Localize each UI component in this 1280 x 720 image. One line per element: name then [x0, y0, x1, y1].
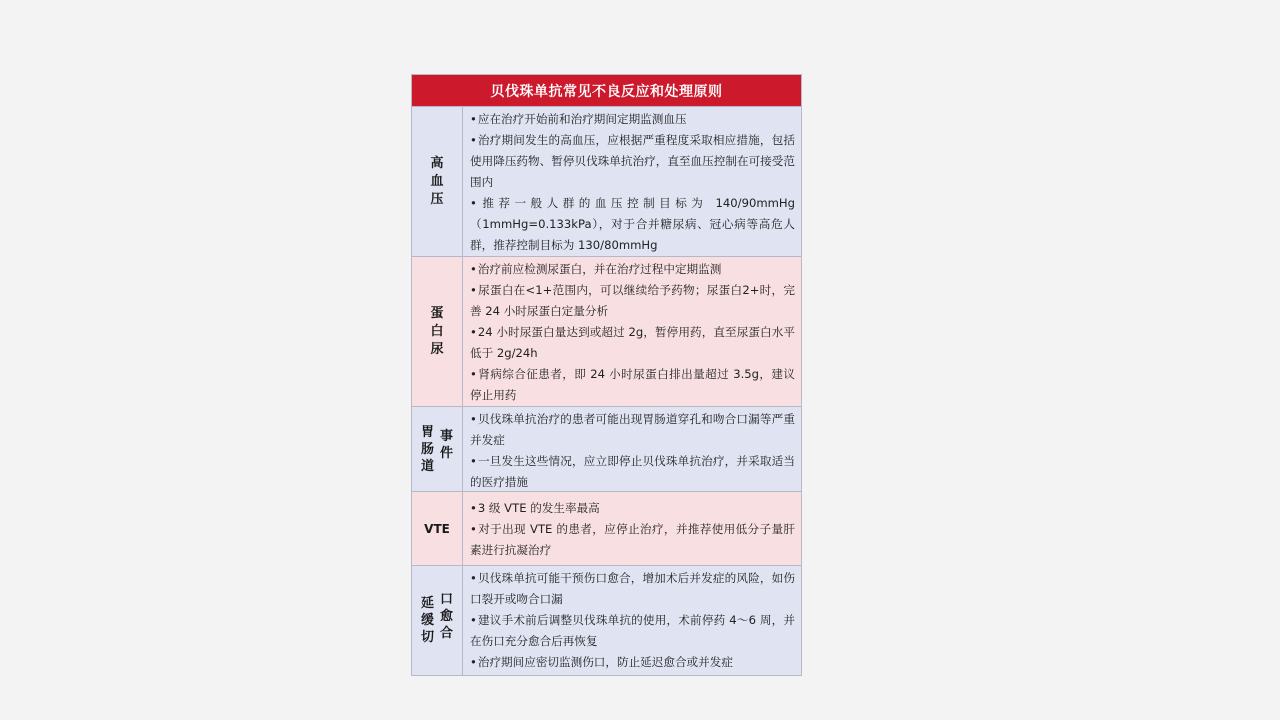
- bullet-icon: •: [470, 655, 477, 669]
- bullet-item: •对于出现 VTE 的患者，应停止治疗，并推荐使用低分子量肝素进行抗凝治疗: [470, 522, 795, 557]
- row-label-cell: [412, 407, 463, 491]
- bullet-item: •贝伐珠单抗治疗的患者可能出现胃肠道穿孔和吻合口漏等严重并发症: [470, 412, 795, 447]
- row-content: [463, 407, 801, 491]
- row-content: [463, 107, 801, 256]
- bullet-item: •尿蛋白在<1+范围内，可以继续给予药物；尿蛋白2+时，完善 24 小时尿蛋白定量分析: [470, 283, 795, 318]
- bullet-icon: •: [470, 367, 477, 381]
- table-row-vte: [412, 491, 801, 565]
- table-row-wound-healing: [412, 565, 801, 675]
- bullet-icon: •: [470, 262, 477, 276]
- bullet-item: •贝伐珠单抗可能干预伤口愈合，增加术后并发症的风险，如伤口裂开或吻合口漏: [470, 571, 795, 606]
- table-row-hypertension: [412, 106, 801, 256]
- row-label-cell: [412, 257, 463, 406]
- row-label-part: 口愈合: [440, 592, 454, 641]
- bullet-item: •建议手术前后调整贝伐珠单抗的使用，术前停药 4～6 周，并在伤口充分愈合后再恢复: [470, 613, 795, 648]
- bullet-icon: •: [470, 454, 477, 468]
- row-content: [463, 257, 801, 406]
- table-title: 贝伐珠单抗常见不良反应和处理原则: [412, 75, 801, 106]
- row-content: [463, 492, 801, 565]
- bullet-item: •治疗期间应密切监测伤口，防止延迟愈合或并发症: [470, 655, 733, 669]
- bullet-icon: •: [470, 112, 477, 126]
- bullet-item: •推荐一般人群的血压控制目标为 140/90mmHg（1mmHg=0.133kPa），对于合并糖尿病、冠心病等高危人群，推荐控制目标为 130/80mmHg: [470, 196, 795, 252]
- bullet-icon: •: [470, 522, 477, 536]
- row-label-part: 胃肠道: [421, 424, 435, 474]
- row-label-part: 延缓切: [421, 596, 435, 645]
- row-label: [421, 424, 453, 475]
- bullet-item: •治疗期间发生的高血压，应根据严重程度采取相应措施，包括使用降压药物、暂停贝伐珠单抗治疗，直至血压控制在可接受范围内: [470, 133, 795, 189]
- table-row-proteinuria: [412, 256, 801, 406]
- bullet-icon: •: [470, 325, 477, 339]
- bullet-item: •肾病综合征患者，即 24 小时尿蛋白排出量超过 3.5g，建议停止用药: [470, 367, 795, 402]
- bullet-icon: •: [470, 571, 477, 585]
- bullet-item: •24 小时尿蛋白量达到或超过 2g，暂停用药，直至尿蛋白水平低于 2g/24h: [470, 325, 795, 360]
- row-label: 高血压: [430, 155, 444, 207]
- row-label: 蛋白尿: [430, 305, 444, 357]
- adverse-reaction-table: [411, 74, 802, 676]
- row-content: [463, 566, 801, 675]
- bullet-item: •3 级 VTE 的发生率最高: [470, 501, 600, 515]
- bullet-icon: •: [470, 613, 477, 627]
- bullet-item: •治疗前应检测尿蛋白，并在治疗过程中定期监测: [470, 262, 722, 276]
- row-label: [421, 592, 454, 646]
- bullet-item: •应在治疗开始前和治疗期间定期监测血压: [470, 112, 687, 126]
- row-label-cell: [412, 107, 463, 256]
- bullet-icon: •: [470, 133, 477, 147]
- bullet-item: •一旦发生这些情况，应立即停止贝伐珠单抗治疗，并采取适当的医疗措施: [470, 454, 795, 489]
- row-label-part: 事件: [440, 429, 454, 461]
- bullet-icon: •: [470, 501, 477, 515]
- row-label-cell: [412, 566, 463, 675]
- table-row-gi-events: [412, 406, 801, 491]
- row-label: VTE: [424, 521, 450, 536]
- row-label-cell: [412, 492, 463, 565]
- bullet-icon: •: [470, 412, 477, 426]
- bullet-icon: •: [470, 196, 477, 210]
- bullet-icon: •: [470, 283, 477, 297]
